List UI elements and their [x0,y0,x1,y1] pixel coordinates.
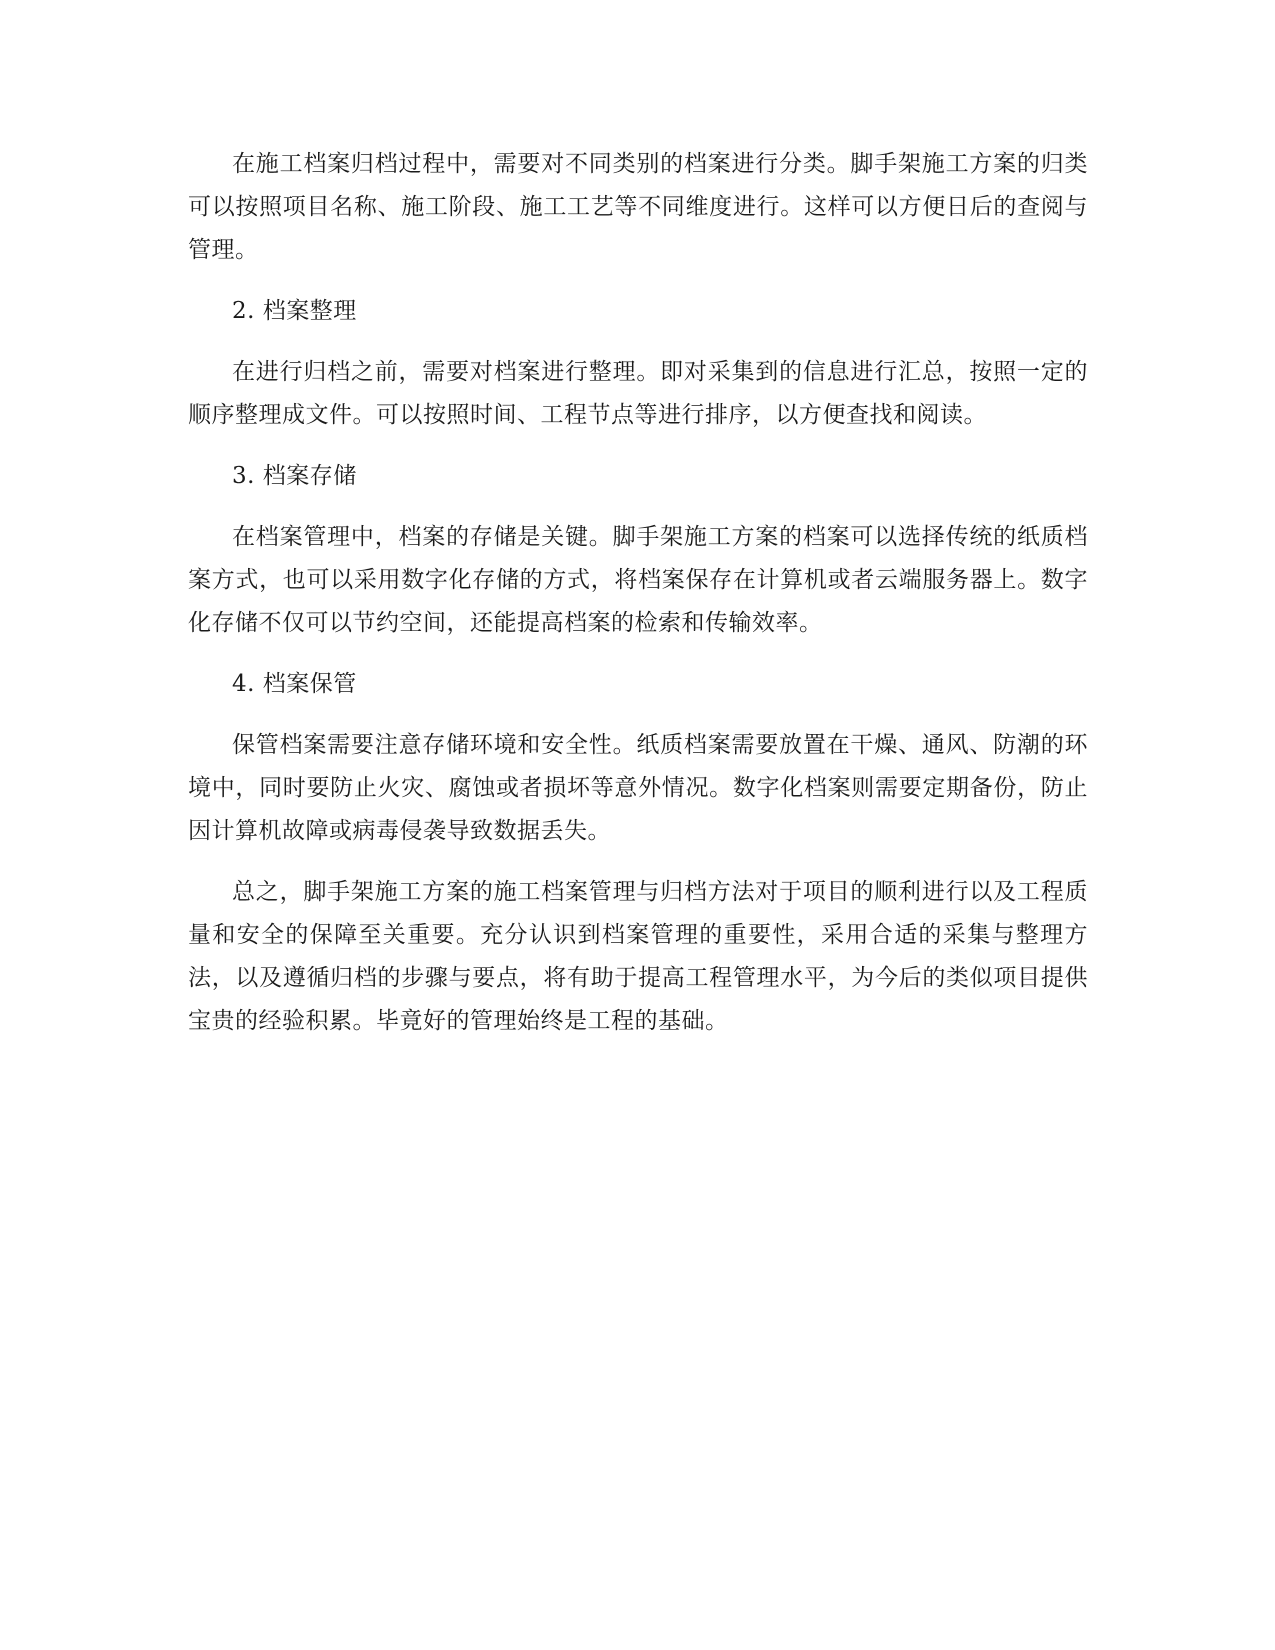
paragraph-classification: 在施工档案归档过程中，需要对不同类别的档案进行分类。脚手架施工方案的归类可以按照项目名称、施工阶段、施工工艺等不同维度进行。这样可以方便日后的查阅与管理。 [188,151,1088,263]
section-heading-custody: 4. 档案保管 [232,671,357,697]
paragraph-storage: 在档案管理中，档案的存储是关键。脚手架施工方案的档案可以选择传统的纸质档案方式，也可以采用数字化存储的方式，将档案保存在计算机或者云端服务器上。数字化存储不仅可以节约空间，还能提高档案的检索和传输效率。 [188,524,1088,636]
paragraph-organization: 在进行归档之前，需要对档案进行整理。即对采集到的信息进行汇总，按照一定的顺序整理成文件。可以按照时间、工程节点等进行排序，以方便查找和阅读。 [188,359,1088,428]
section-heading-storage: 3. 档案存储 [232,463,357,489]
document-body [188,143,1088,1061]
paragraph-custody: 保管档案需要注意存储环境和安全性。纸质档案需要放置在干燥、通风、防潮的环境中，同时要防止火灾、腐蚀或者损坏等意外情况。数字化档案则需要定期备份，防止因计算机故障或病毒侵袭导致数据丢失。 [188,732,1088,844]
section-heading-organization: 2. 档案整理 [232,298,357,324]
paragraph-conclusion: 总之，脚手架施工方案的施工档案管理与归档方法对于项目的顺利进行以及工程质量和安全的保障至关重要。充分认识到档案管理的重要性，采用合适的采集与整理方法，以及遵循归档的步骤与要点，将有助于提高工程管理水平，为今后的类似项目提供宝贵的经验积累。毕竟好的管理始终是工程的基础。 [188,879,1088,1034]
